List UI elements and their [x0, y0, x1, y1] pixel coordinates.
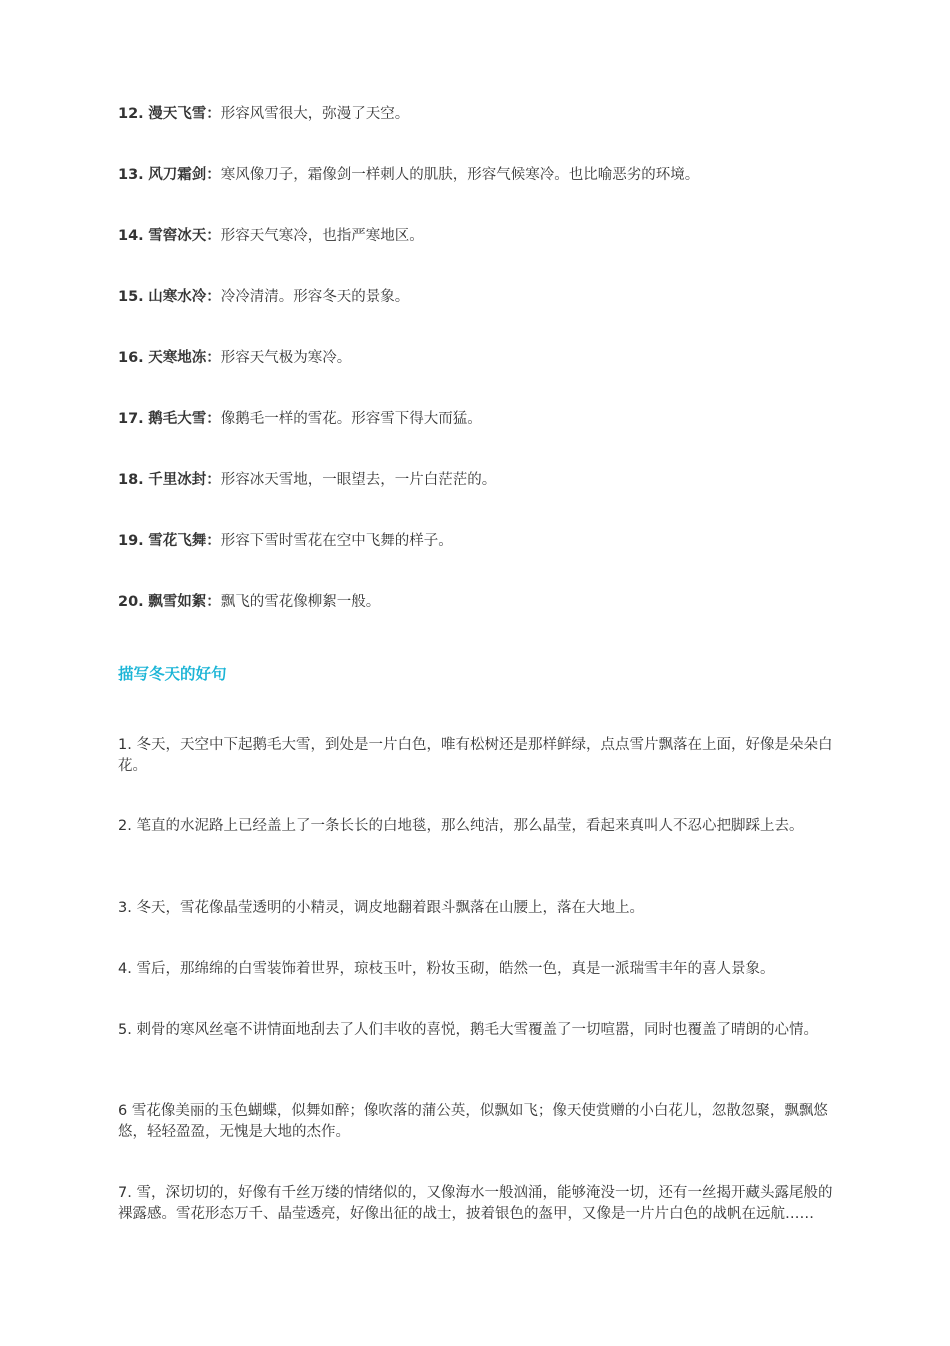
idiom-item-15: [118, 287, 838, 307]
idiom-number: 20.: [118, 594, 144, 610]
idiom-number: 18.: [118, 472, 144, 488]
idiom-item-14: [118, 226, 838, 246]
idiom-term: 天寒地冻：: [148, 350, 221, 366]
idiom-term: 雪窖冰天：: [148, 228, 221, 244]
idiom-term: 风刀霜剑：: [148, 167, 221, 183]
sentence-item-7: 7. 雪，深切切的，好像有千丝万缕的情绪似的，又像海水一般汹涌，能够淹没一切，还有一丝揭开藏头露尾般的裸露感。雪花形态万千、晶莹透亮，好像出征的战士，披着银色的盔甲，又像是一片片白色的战帆在远航……: [118, 1185, 833, 1222]
idiom-item-17: [118, 409, 838, 429]
idiom-item-18: [118, 470, 838, 490]
idiom-definition: 形容冰天雪地，一眼望去，一片白茫茫的。: [220, 472, 497, 488]
idiom-term: 山寒水冷：: [148, 289, 221, 305]
idiom-number: 15.: [118, 289, 144, 305]
sentence-item-4: 4. 雪后，那绵绵的白雪装饰着世界，琼枝玉叶，粉妆玉砌，皓然一色，真是一派瑞雪丰年的喜人景象。: [118, 961, 775, 977]
idiom-definition: 形容天气寒冷，也指严寒地区。: [220, 228, 424, 244]
sentence-item-1: 1. 冬天，天空中下起鹅毛大雪，到处是一片白色，唯有松树还是那样鲜绿，点点雪片飘落在上面，好像是朵朵白花。: [118, 737, 833, 774]
sentence-item-6: 6 雪花像美丽的玉色蝴蝶，似舞如醉；像吹落的蒲公英，似飘如飞；像天使赏赠的小白花儿，忽散忽聚，飘飘悠悠，轻轻盈盈，无愧是大地的杰作。: [118, 1103, 828, 1140]
idiom-item-16: [118, 348, 838, 368]
idiom-definition: 冷冷清清。形容冬天的景象。: [220, 289, 410, 305]
idiom-term: 千里冰封：: [148, 472, 221, 488]
idiom-term: 雪花飞舞：: [148, 533, 221, 549]
sentence-item-5: 5. 刺骨的寒风丝毫不讲情面地刮去了人们丰收的喜悦，鹅毛大雪覆盖了一切喧嚣，同时也覆盖了晴朗的心情。: [118, 1022, 818, 1038]
idiom-definition: 像鹅毛一样的雪花。形容雪下得大而猛。: [220, 411, 482, 427]
idiom-number: 13.: [118, 167, 144, 183]
idiom-number: 19.: [118, 533, 144, 549]
idiom-definition: 形容天气极为寒冷。: [220, 350, 352, 366]
idiom-definition: 形容下雪时雪花在空中飞舞的样子。: [220, 533, 453, 549]
idiom-item-20: [118, 592, 838, 612]
section-heading: 描写冬天的好句: [118, 665, 227, 683]
idiom-item-19: [118, 531, 838, 551]
idiom-term: 飘雪如絮：: [148, 594, 221, 610]
idiom-definition: 形容风雪很大，弥漫了天空。: [220, 106, 410, 122]
idiom-definition: 寒风像刀子，霜像剑一样刺人的肌肤，形容气候寒冷。也比喻恶劣的环境。: [220, 167, 700, 183]
idiom-item-12: [118, 104, 838, 124]
idiom-number: 14.: [118, 228, 144, 244]
idiom-item-13: [118, 165, 838, 185]
idiom-number: 17.: [118, 411, 144, 427]
idiom-term: 鹅毛大雪：: [148, 411, 221, 427]
sentence-item-3: 3. 冬天，雪花像晶莹透明的小精灵，调皮地翻着跟斗飘落在山腰上，落在大地上。: [118, 900, 644, 916]
idiom-term: 漫天飞雪：: [148, 106, 221, 122]
idiom-number: 16.: [118, 350, 144, 366]
idiom-number: 12.: [118, 106, 144, 122]
sentence-item-2: 2. 笔直的水泥路上已经盖上了一条长长的白地毯，那么纯洁，那么晶莹，看起来真叫人不忍心把脚踩上去。: [118, 818, 804, 834]
idiom-definition: 飘飞的雪花像柳絮一般。: [220, 594, 381, 610]
